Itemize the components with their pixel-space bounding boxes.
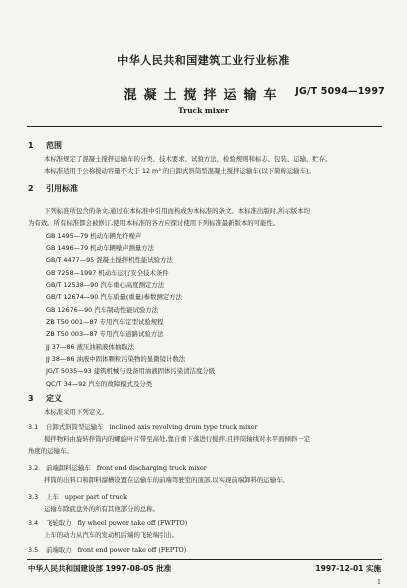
ref-item: ZB T50 001—87 专用汽车定型试验规程 [46, 318, 164, 326]
term-cn: 飞轮取力 [46, 519, 72, 527]
term-3-1-desc-1: 搅拌物料由旋转拌筒内的螺旋叶片带至高处,靠自重下落进行搅拌,且拌筒轴线对水平面倾斜一定 [44, 435, 311, 443]
term-number: 3.5 [28, 546, 39, 554]
ref-item: GB 12676—90 汽车制动性能试验方法 [46, 306, 159, 314]
section-3-number: 3 [28, 394, 34, 403]
section-2-number: 2 [28, 184, 34, 193]
section-3-title: 定义 [46, 394, 62, 403]
term-number: 3.4 [28, 519, 39, 527]
term-3-5 [28, 545, 186, 554]
document-title-en: Truck mixer [178, 106, 229, 115]
section-2-title: 引用标准 [46, 184, 78, 193]
section-2-intro-2: 为有效。所有标准都会被修订,使用本标准的各方应探讨使用下列标准最新版本的可能性。 [28, 219, 280, 227]
footer-rule [27, 559, 382, 560]
document-title-cn: 混凝土搅拌运输车 [123, 88, 284, 103]
term-number: 3.1 [28, 423, 39, 431]
term-3-2 [28, 463, 207, 472]
ref-item: QC/T 34—92 汽车的故障模式及分类 [46, 380, 153, 388]
term-cn: 上车 [46, 493, 59, 501]
term-cn: 前端卸料运输车 [46, 464, 91, 472]
issuing-organization: 中华人民共和国建筑工业行业标准 [117, 54, 290, 67]
ref-item: GB 1496—79 机动车辆噪声测量方法 [46, 244, 155, 252]
ref-item: JJ 38—86 油液中固体颗粒污染物的显微镜计数法 [46, 355, 186, 363]
term-en: front end power take off (FEPTO) [77, 546, 187, 554]
header-rule [27, 126, 382, 127]
term-3-3-desc-1: 运输车除底盘外的所有其他部分的总称。 [44, 505, 160, 513]
term-3-1 [28, 422, 258, 431]
term-en: inclined axis revolving drum type truck mixer [109, 423, 258, 431]
section-1-line-2: 本标准适用于公称搅动容量不大于 12 m³ 的自卸式斜筒型混凝土搅拌运输车(以下简称运输车)。 [44, 167, 315, 175]
term-number: 3.3 [28, 493, 39, 501]
standard-number: JG/T 5094—1997 [295, 86, 385, 97]
section-2-heading [28, 183, 78, 194]
section-3-heading [28, 393, 62, 404]
implementation-date: 1997-12-01 实施 [315, 564, 381, 573]
section-3-intro: 本标准采用下列定义。 [44, 408, 108, 416]
term-3-2-desc-1: 拌筒的出料口和卸料溜槽设置在运输车的前端驾驶室的顶部,以实现前端卸料的运输车。 [44, 476, 289, 484]
ref-item: GB/T 12674—90 汽车质量(重量)参数测定方法 [46, 293, 182, 301]
term-3-1-desc-2: 角度的运输车。 [28, 447, 73, 455]
term-cn: 自卸式斜筒型运输车 [46, 423, 104, 431]
ref-item: GB 7258—1997 机动车运行安全技术条件 [46, 269, 169, 277]
ref-item: GB/T 4477—95 混凝土搅拌机性能试验方法 [46, 256, 173, 264]
term-3-4 [28, 518, 187, 527]
term-en: upper part of truck [64, 493, 127, 501]
term-cn: 前端取力 [46, 546, 72, 554]
section-1-number: 1 [28, 141, 34, 150]
term-3-3 [28, 492, 127, 501]
approval-line: 中华人民共和国建设部 1997-08-05 批准 [28, 564, 172, 573]
term-3-4-desc-1: 上车的动力从汽车的发动机后端的飞轮端引出。 [44, 531, 179, 539]
ref-item: GB 1495—79 机动车辆允许噪声 [46, 232, 142, 240]
term-number: 3.2 [28, 464, 39, 472]
term-en: front end discharging truck mixer [96, 464, 207, 472]
ref-item: JJ 37—86 液压油箱液体抽取法 [46, 343, 135, 351]
section-2-intro-1: 下列标准所包含的条文,通过在本标准中引用而构成为本标准的条文。本标准出版时,所示版本均 [44, 207, 311, 215]
page-number: 1 [377, 579, 381, 586]
term-en: fly wheel power take off (FWPTO) [77, 519, 188, 527]
section-1-line-1: 本标准规定了混凝土搅拌运输车的分类、技术要求、试验方法、检验规则和标志、包装、运输、贮存。 [44, 155, 332, 163]
title-row [0, 84, 407, 102]
ref-item: ZB T50 003—87 专用汽车道路试验方法 [46, 330, 164, 338]
ref-item: GB/T 12538—90 汽车重心高度测定方法 [46, 281, 165, 289]
section-1-heading [28, 140, 62, 151]
ref-item: JG/T 5035—93 建筑机械与设备用油液固体污染清洁度分级 [46, 367, 216, 375]
section-1-title: 范围 [46, 141, 62, 150]
